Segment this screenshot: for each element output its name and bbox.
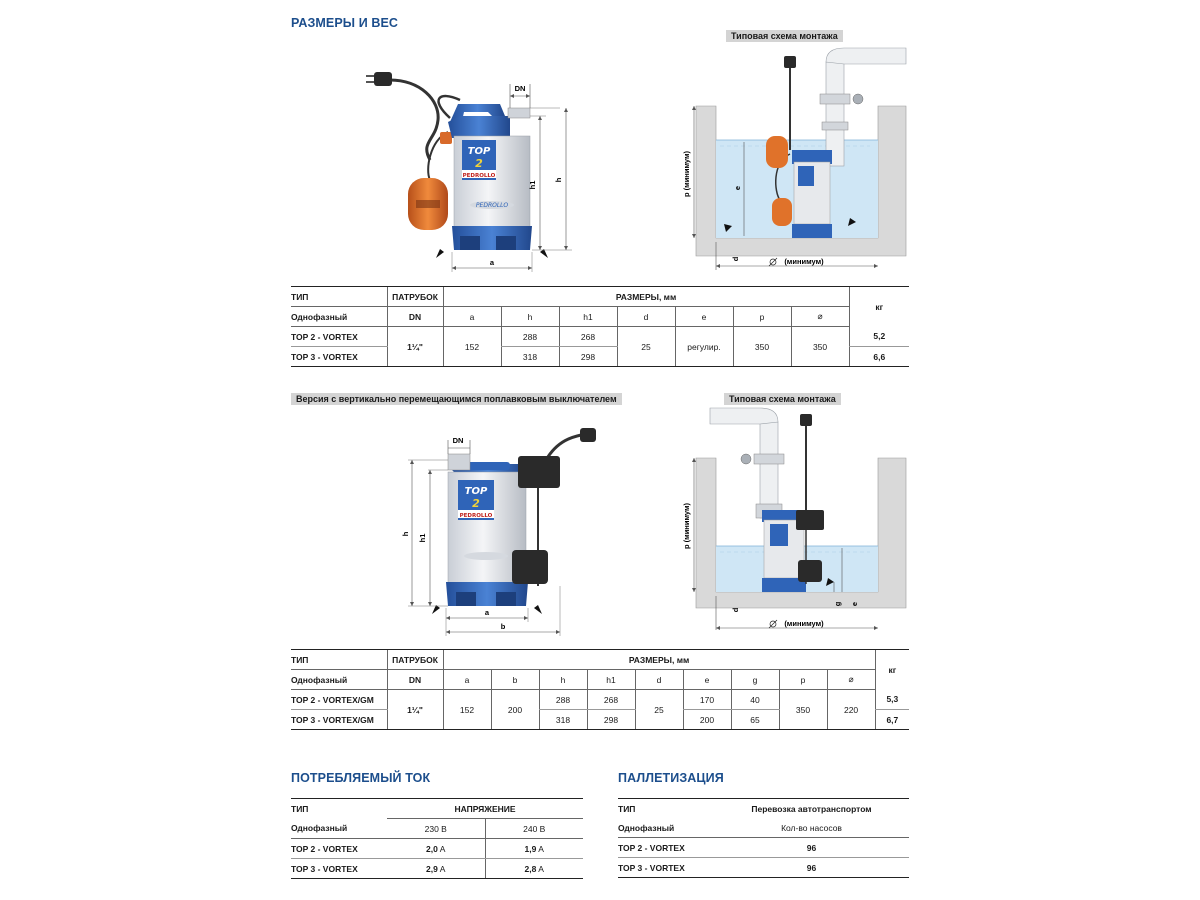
t2-p-value: 350 [779, 690, 827, 730]
pump2-brand-label: PEDROLLO [459, 513, 493, 519]
t1-dims-header: РАЗМЕРЫ, мм [443, 287, 849, 307]
t4-type-header: ТИП [618, 799, 714, 819]
t2-col-b: b [491, 670, 539, 690]
t1-kg-header: кг [849, 287, 909, 327]
t2-col-p: p [779, 670, 827, 690]
dimensions-table-2 [291, 649, 909, 730]
version-caption: Версия с вертикально перемещающимся поплавковым выключателем [291, 393, 622, 405]
t1-col-h: h [501, 307, 559, 327]
current-table [291, 798, 583, 879]
t2-col-h: h [539, 670, 587, 690]
t4-value-top3: 96 [714, 858, 909, 878]
t1-e-value: регулир. [675, 327, 733, 367]
dim-h-1: h [554, 177, 563, 183]
section-title-dimensions: РАЗМЕРЫ И ВЕС [291, 16, 399, 30]
t3-c230-top2: 2,0 A [387, 839, 485, 859]
t1-nozzle-header: ПАТРУБОК [387, 287, 443, 307]
dim-b-2: b [500, 622, 506, 631]
pallet-table [618, 798, 909, 878]
t1-dn-header: DN [387, 307, 443, 327]
t3-voltage-header: НАПРЯЖЕНИЕ [387, 799, 583, 819]
t1-col-e: e [675, 307, 733, 327]
t3-v240-header: 240 В [485, 819, 583, 839]
t2-e-top3: 200 [683, 710, 731, 730]
t1-col-d: d [617, 307, 675, 327]
svg-text:PEDROLLO: PEDROLLO [475, 202, 509, 209]
t2-col-a: a [443, 670, 491, 690]
dimensions-table-1 [291, 286, 909, 367]
plug-icon [374, 72, 392, 86]
t3-type-header: ТИП [291, 799, 387, 819]
dim-g-2: g [833, 601, 842, 607]
float-switch-icon [408, 132, 452, 230]
t2-col-d: d [635, 670, 683, 690]
t1-phase-header: Однофазный [291, 307, 387, 327]
section-title-current: ПОТРЕБЛЯЕМЫЙ ТОК [291, 771, 431, 785]
t1-col-diam: ⌀ [791, 307, 849, 327]
t2-a-value: 152 [443, 690, 491, 730]
t3-model-top3: TOP 3 - VORTEX [291, 859, 387, 879]
t3-c240-top2: 1,9 A [485, 839, 583, 859]
dim-diameter-1: (минимум) [784, 257, 824, 266]
dim-a-2: a [484, 608, 490, 617]
t2-col-diam: ⌀ [827, 670, 875, 690]
t3-c230-top3: 2,9 A [387, 859, 485, 879]
dim-h1-2: h1 [418, 533, 427, 543]
t2-g-top3: 65 [731, 710, 779, 730]
t4-value-top2: 96 [714, 838, 909, 858]
t2-kg-header: кг [875, 650, 909, 690]
t2-kg-top2: 5,3 [875, 690, 909, 710]
t3-model-top2: TOP 2 - VORTEX [291, 839, 387, 859]
t3-phase-header: Однофазный [291, 819, 387, 839]
t4-phase-header: Однофазный [618, 818, 714, 838]
t4-model-top3: TOP 3 - VORTEX [618, 858, 714, 878]
t2-diam-value: 220 [827, 690, 875, 730]
t2-type-header: ТИП [291, 650, 387, 670]
t2-col-e: e [683, 670, 731, 690]
pump-drawing-2 [400, 426, 600, 638]
t1-col-p: p [733, 307, 791, 327]
t4-model-top2: TOP 2 - VORTEX [618, 838, 714, 858]
t1-model-top2: TOP 2 - VORTEX [291, 327, 387, 347]
plug-icon-2 [580, 428, 596, 442]
dim-h1-1: h1 [528, 180, 537, 190]
dim-e-2: e [850, 601, 859, 607]
t1-h1-top3: 298 [559, 347, 617, 367]
t2-col-h1: h1 [587, 670, 635, 690]
t1-diam-value: 350 [791, 327, 849, 367]
t1-kg-top2: 5,2 [849, 327, 909, 347]
t2-nozzle-header: ПАТРУБОК [387, 650, 443, 670]
dim-d-2: d [731, 607, 740, 613]
pump-brand-label: PEDROLLO [462, 173, 496, 179]
dim-p-1: p (минимум) [682, 150, 691, 198]
dim-p-2: p (минимум) [682, 502, 691, 550]
t1-h-top2: 288 [501, 327, 559, 347]
dim-dn-2: DN [452, 436, 464, 445]
t1-a-value: 152 [443, 327, 501, 367]
pump2-label-num: 2 [472, 497, 480, 510]
install-caption-2: Типовая схема монтажа [724, 393, 841, 405]
t2-kg-top3: 6,7 [875, 710, 909, 730]
t4-transport-header: Перевозка автотранспортом [714, 799, 909, 819]
t1-model-top3: TOP 3 - VORTEX [291, 347, 387, 367]
t2-e-top2: 170 [683, 690, 731, 710]
t2-dims-header: РАЗМЕРЫ, мм [443, 650, 875, 670]
t2-h1-top2: 268 [587, 690, 635, 710]
dim-a-1: a [489, 258, 495, 267]
t2-dn-value: 1¼" [387, 690, 443, 730]
t1-d-value: 25 [617, 327, 675, 367]
section-title-pallet: ПАЛЛЕТИЗАЦИЯ [618, 771, 724, 785]
t2-col-g: g [731, 670, 779, 690]
t1-h1-top2: 268 [559, 327, 617, 347]
pump-label-top: TOP [467, 146, 491, 157]
t2-g-top2: 40 [731, 690, 779, 710]
t3-v230-header: 230 В [387, 819, 485, 839]
install-diagram-1 [680, 42, 915, 272]
t2-phase-header: Однофазный [291, 670, 387, 690]
pump2-label-top: TOP [464, 486, 488, 497]
install-caption-1: Типовая схема монтажа [726, 30, 843, 42]
t2-model-top3: TOP 3 - VORTEX/GM [291, 710, 387, 730]
t1-p-value: 350 [733, 327, 791, 367]
t1-dn-value: 1¼" [387, 327, 443, 367]
dim-dn-1: DN [514, 84, 526, 93]
t1-h-top3: 318 [501, 347, 559, 367]
t3-c240-top3: 2,8 A [485, 859, 583, 879]
dim-d-1: d [731, 256, 740, 262]
t2-h1-top3: 298 [587, 710, 635, 730]
dim-h-2: h [401, 531, 410, 537]
install-diagram-2 [680, 406, 915, 634]
t2-model-top2: TOP 2 - VORTEX/GM [291, 690, 387, 710]
t2-dn-header: DN [387, 670, 443, 690]
t4-count-header: Кол-во насосов [714, 818, 909, 838]
t1-type-header: ТИП [291, 287, 387, 307]
dim-diameter-2: (минимум) [784, 619, 824, 628]
dim-e-1: e [733, 185, 742, 191]
t2-h-top3: 318 [539, 710, 587, 730]
t1-kg-top3: 6,6 [849, 347, 909, 367]
t1-col-a: a [443, 307, 501, 327]
t2-b-value: 200 [491, 690, 539, 730]
t2-h-top2: 288 [539, 690, 587, 710]
pump-label-num: 2 [475, 157, 483, 170]
t1-col-h1: h1 [559, 307, 617, 327]
t2-d-value: 25 [635, 690, 683, 730]
pump-drawing-1 [360, 60, 600, 280]
